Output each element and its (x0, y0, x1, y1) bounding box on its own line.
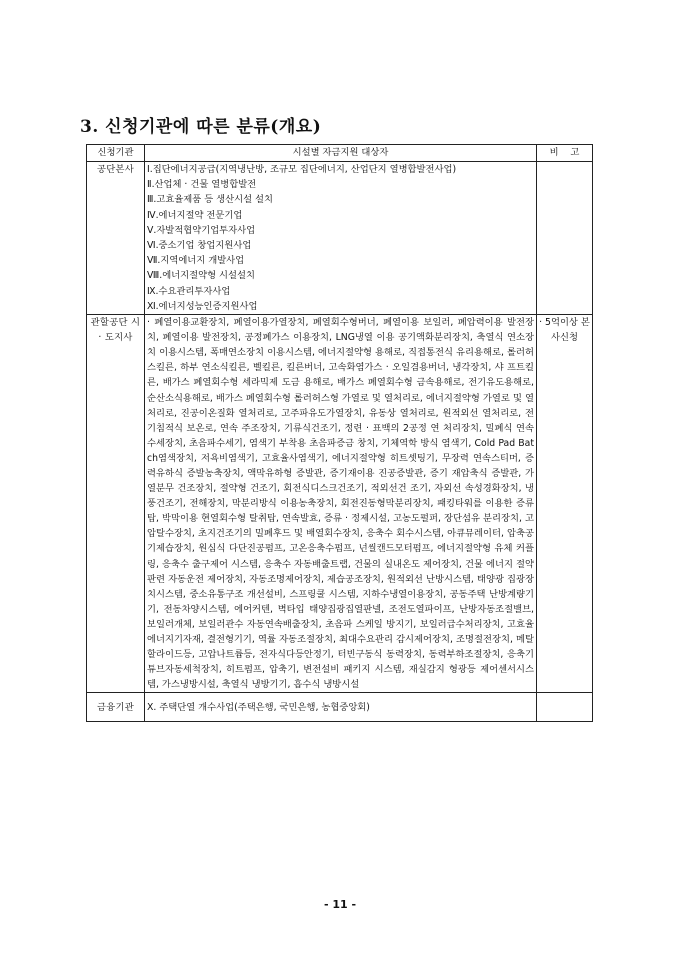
list-item: Ⅰ.집단에너지공급(지역냉난방, 조규모 집단에너지, 산업단지 열병합발전사업) (147, 164, 457, 175)
list-item: Ⅷ.에너지절약형 시설설치 (147, 270, 255, 282)
org-regional: 관할공단 시 · 도지사 (87, 315, 145, 693)
list-item: Ⅵ.중소기업 창업지원사업 (147, 240, 252, 252)
list-item: Ⅶ.지역에너지 개발사업 (147, 255, 245, 267)
row-financial (87, 693, 593, 722)
header-org: 신청기관 (87, 145, 145, 162)
financial-facility-cell: Ⅹ. 주택단열 개수사업(주택은행, 국민은행, 농협중앙회) (145, 693, 537, 722)
page-title: 3. 신청기관에 따른 분류(개요) (80, 117, 322, 137)
remark-regional: · 5억이상 본사신청 (537, 315, 593, 693)
list-item: Ⅸ.수요관리투자사업 (147, 285, 231, 297)
list-item: Ⅲ.고효율제품 등 생산시설 설치 (147, 194, 274, 206)
public-item-list (145, 162, 537, 315)
list-item: Ⅳ.에너지절약 전문기업 (147, 209, 243, 221)
header-remark: 비 고 (537, 145, 593, 162)
list-item: Ⅺ.에너지성능인증지원사업 (147, 300, 258, 312)
regional-facility-cell (145, 315, 537, 693)
table-header-row (87, 145, 593, 162)
remark-financial (537, 693, 593, 722)
list-item: Ⅱ.산업체 · 건물 열병합발전 (147, 179, 257, 191)
regional-facility-text: · 폐열이용교환장치, 폐열이용가열장치, 폐열회수형버너, 폐열이용 보일러, 폐압력이용 발전장치, 폐열이용 발전장치, 공정폐가스 이용장치, LNG냉열 이용 공기액화분리장치, 축열식 연소장치 이용시스템, 폭매연소장치 이용시스템, 에너지절약형 용해로, 직접통전식 유리용해로, 롤러허스킬른, 하부 연소식킬른, 벨킬른, 킬른버너, 고속화염가스 · 오일겸용버너, 냉각장치, 샤 프트킬른, 배가스 폐열회수형 세라믹제 도금 용해로, 배가스 폐열회수형 금속용해로, 전기유도용해로, 순산소식용해로, 배가스 폐열회수형 롤러허스형 가열로 및 열처리로, 에너지절약형 가열로 및 열처리로, 진공이온질화 열처리로, 고주파유도가열장치, 유동상 열처리로, 원적외선 열처리로, 전기침적식 보온로, 연속 주조장치, 기류식건조기, 정련 · 표백의 2공정 연 처리장치, 밀폐식 연속수세장치, 초음파수세기, 염색기 부착용 초음파증금 창치, 기체역학 방식 염색기, Cold Pad Batch염색장치, 저욕비염색기, 고효율사염색기, 에너지절약형 히트셋팅기, 무장력 연속스티머, 증력유하식 증발농축장치, 액막유하형 증발관, 증기재이용 진공증발관, 증기 재압축식 증발관, 가열분무 건조장치, 절약형 건조기, 회전식디스크건조기, 적외선건 조기, 자외선 속성경화장치, 냉풍건조기, 전해장치, 막분리방식 이용농축장치, 회전진동형막분리장치, 패킹타워를 이용한 증류탑, 박막이용 현열회수형 탈취탑, 연속발효, 증류 · 정제시설, 고농도펄퍼, 장단섬유 분리장치, 고압탈수장치, 초지건조기의 밀폐후드 및 배열회수장치, 응축수 회수시스템, 아큐뮤레이터, 압축공기제습장치, 원심식 다단진공펌프, 고온응축수펌프, 넌씰캔드모터펌프, 에너지절약형 유체 커플링, 응축수 출구제어 시스템, 응축수 자동배출트랩, 건물의 실내온도 제어장치, 건물 에너지 절약판련 자동운전 제어장치, 자동조명제어장치, 제습공조장치, 원적외선 난방시스템, 태양광 집광장치시스템, 중소유통구조 개선설비, 스프링쿨 시스템, 지하수냉열이용장치, 공동주택 난방계량기기, 전동차양시스템, 에어커텐, 벽타입 태양집광집열판넬, 조전도열파이프, 난방자동조절밸브, 보일러개체, 보일러관수 자동연속배출장치, 초음파 스케일 방지기, 보일러급수처리장치, 고효율에너지기자재, 결전형기기, 역률 자동조절장치, 최대수요관리 감시제어장치, 조명절전장치, 메탈할라이드등, 고압나트륨등, 전자식다등안정기, 터빈구동식 동력장치, 동력부하조절장치, 응축기튜브자동세척장치, 히트펌프, 압축기, 변전설비 패키지 시스템, 재실감지 형광등 제어센서시스템, 가스냉방시설, 축열식 냉방기기, 흡수식 냉방시설 (147, 317, 534, 691)
page-number: - 11 - (323, 898, 357, 911)
row-public (87, 162, 593, 315)
classification-table (86, 144, 593, 722)
remark-public (537, 162, 593, 315)
list-item: Ⅴ.자발적협약기업투자사업 (147, 224, 256, 236)
row-regional (87, 315, 593, 693)
header-facility: 시설별 자금지원 대상자 (145, 145, 537, 162)
org-public: 공단본사 (87, 162, 145, 315)
org-financial: 금융기관 (87, 693, 145, 722)
